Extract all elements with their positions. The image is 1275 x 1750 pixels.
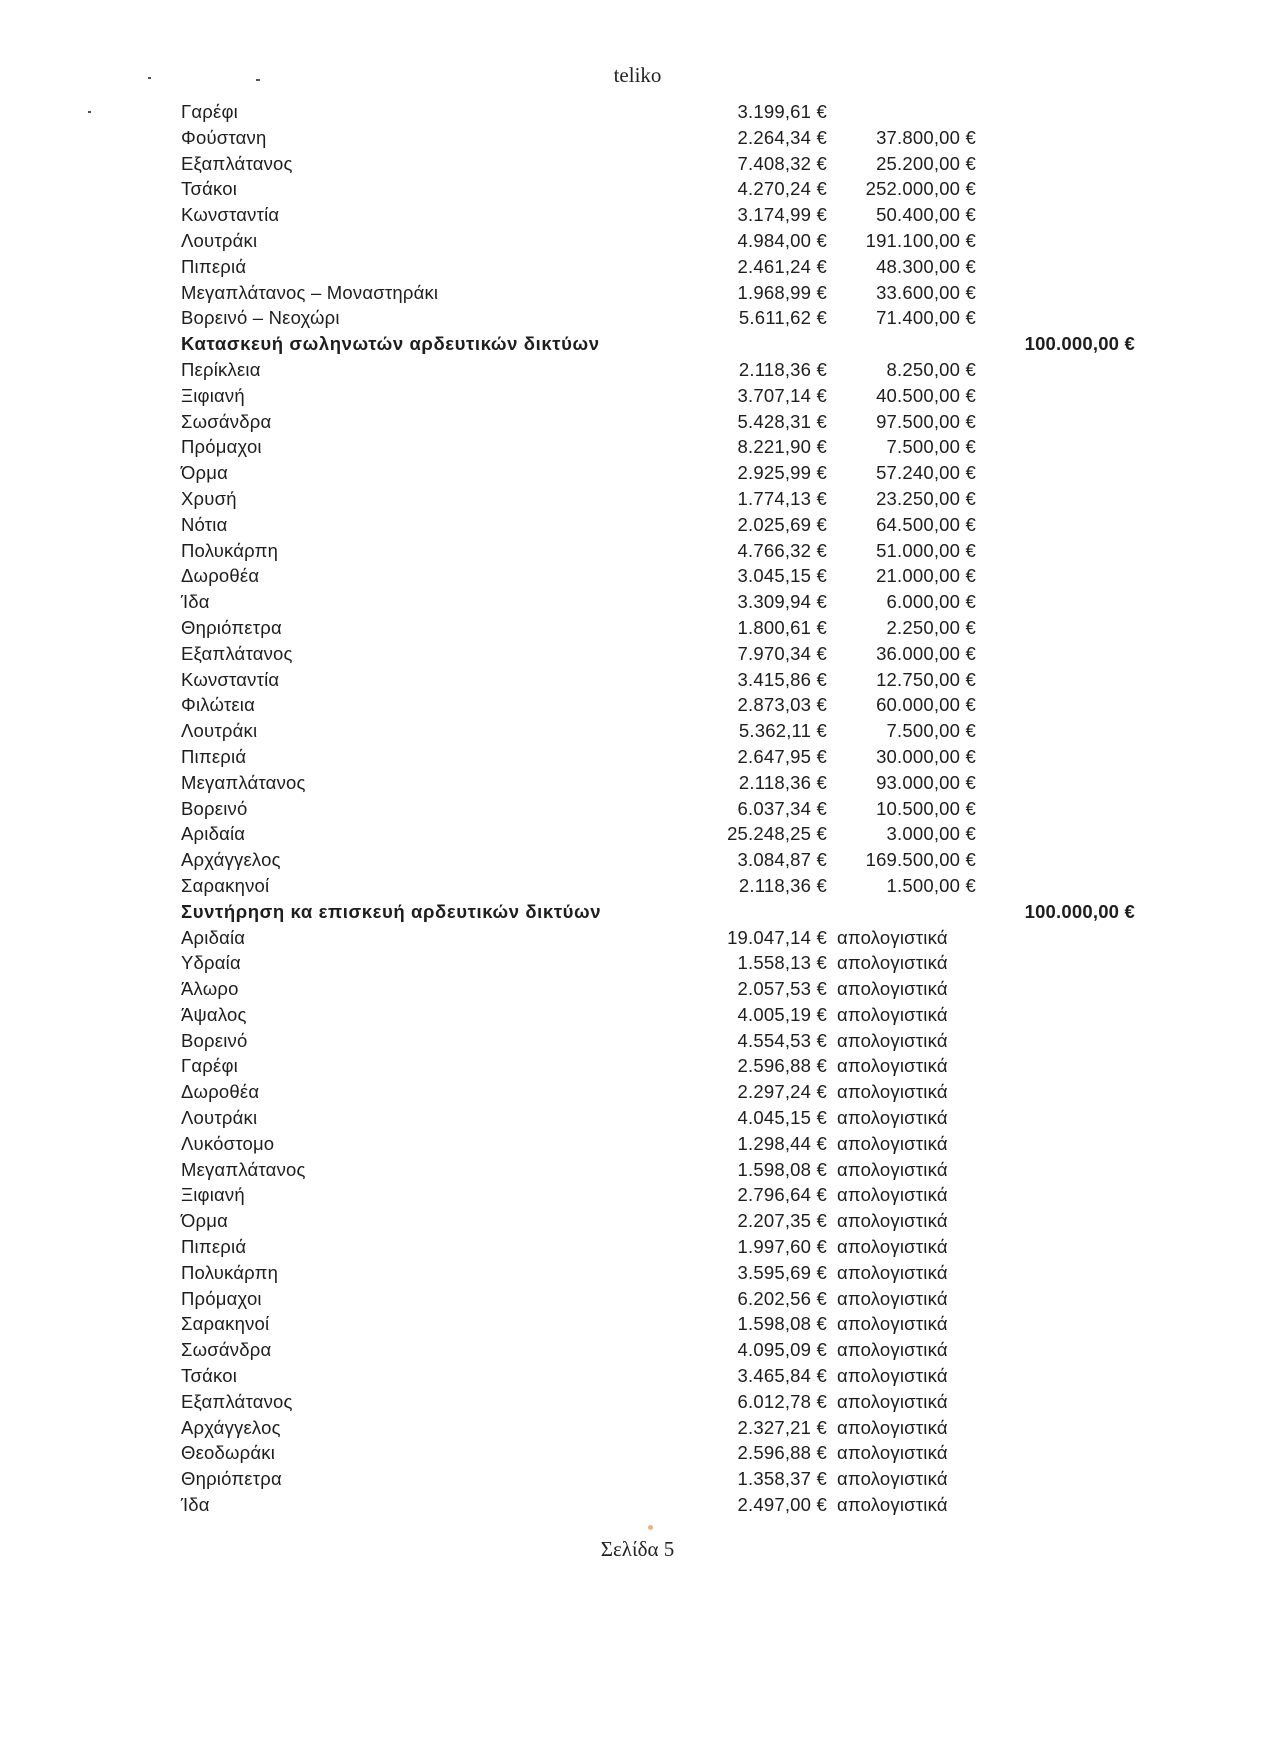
table-row (0, 1311, 1275, 1337)
amount-cell: 6.012,78 € (737, 1390, 827, 1412)
budget-cell: 7.500,00 € (886, 720, 976, 742)
table-row (0, 873, 1275, 899)
location-name: Χρυσή (181, 487, 237, 509)
location-name: Θεοδωράκι (181, 1442, 276, 1464)
amount-cell: 1.558,13 € (737, 952, 827, 974)
table-row (0, 1337, 1275, 1363)
budget-cell: 60.000,00 € (876, 694, 976, 716)
table-row (0, 1260, 1275, 1286)
amount-cell: 2.596,88 € (737, 1055, 827, 1077)
table-row (0, 925, 1275, 951)
location-name: Όρμα (181, 1210, 229, 1232)
table-row (0, 1157, 1275, 1183)
section-total: 100.000,00 € (1024, 900, 1135, 922)
amount-cell: 2.118,36 € (738, 771, 827, 793)
note-cell: απολογιστικά (837, 1494, 948, 1516)
table-row (0, 1182, 1275, 1208)
table-row (0, 1234, 1275, 1260)
budget-cell: 97.500,00 € (876, 410, 976, 432)
scan-speck (148, 77, 151, 79)
table-row (0, 615, 1275, 641)
location-name: Αρχάγγελος (181, 849, 281, 871)
budget-cell: 48.300,00 € (876, 255, 976, 277)
location-name: Πιπεριά (181, 1236, 247, 1258)
table-row (0, 976, 1275, 1002)
table-row (0, 1415, 1275, 1441)
location-name: Ίδα (181, 591, 210, 613)
budget-cell: 8.250,00 € (886, 358, 976, 380)
amount-cell: 2.264,34 € (737, 126, 827, 148)
location-name: Λουτράκι (181, 229, 258, 251)
location-name: Ξιφιανή (181, 384, 245, 406)
table-row (0, 667, 1275, 693)
budget-cell: 30.000,00 € (876, 745, 976, 767)
amount-cell: 7.970,34 € (737, 642, 827, 664)
budget-cell: 93.000,00 € (876, 771, 976, 793)
table-row (0, 641, 1275, 667)
table-row (0, 821, 1275, 847)
note-cell: απολογιστικά (837, 1468, 948, 1490)
budget-cell: 71.400,00 € (876, 307, 976, 329)
note-cell: απολογιστικά (837, 1029, 948, 1051)
location-name: Εξαπλάτανος (181, 642, 293, 664)
amount-cell: 2.596,88 € (737, 1442, 827, 1464)
table-row (0, 1389, 1275, 1415)
location-name: Άψαλος (181, 1003, 247, 1025)
location-name: Θηριόπετρα (181, 1468, 282, 1490)
note-cell: απολογιστικά (837, 1055, 948, 1077)
table-row (0, 305, 1275, 331)
note-cell: απολογιστικά (837, 1236, 948, 1258)
amount-cell: 6.202,56 € (737, 1287, 827, 1309)
location-name: Υδραία (181, 952, 241, 974)
location-name: Πολυκάρπη (181, 1261, 279, 1283)
amount-cell: 3.707,14 € (737, 384, 827, 406)
amount-cell: 1.598,08 € (737, 1158, 827, 1180)
note-cell: απολογιστικά (837, 926, 948, 948)
amount-cell: 5.611,62 € (738, 307, 827, 329)
page-number: Σελίδα 5 (600, 1537, 675, 1561)
table-row (0, 409, 1275, 435)
amount-cell: 4.554,53 € (737, 1029, 827, 1051)
location-name: Όρμα (181, 462, 229, 484)
amount-cell: 4.270,24 € (737, 178, 827, 200)
amount-cell: 25.248,25 € (727, 823, 827, 845)
location-name: Σωσάνδρα (181, 410, 272, 432)
budget-cell: 37.800,00 € (876, 126, 976, 148)
table-row (0, 1079, 1275, 1105)
amount-cell: 3.415,86 € (737, 668, 827, 690)
table-row (0, 1466, 1275, 1492)
table-row (0, 254, 1275, 280)
location-name: Δωροθέα (181, 565, 260, 587)
budget-cell: 1.500,00 € (886, 874, 976, 896)
amount-cell: 2.461,24 € (737, 255, 827, 277)
budget-cell: 12.750,00 € (876, 668, 976, 690)
amount-cell: 4.766,32 € (737, 539, 827, 561)
note-cell: απολογιστικά (837, 1210, 948, 1232)
location-name: Εξαπλάτανος (181, 152, 293, 174)
table-row (0, 1105, 1275, 1131)
table-row (0, 1492, 1275, 1518)
table-row (0, 486, 1275, 512)
location-name: Λυκόστομο (181, 1132, 275, 1154)
budget-cell: 57.240,00 € (876, 462, 976, 484)
location-name: Λουτράκι (181, 720, 258, 742)
table-row (0, 512, 1275, 538)
location-name: Ίδα (181, 1494, 210, 1516)
table-row (0, 228, 1275, 254)
budget-table (0, 99, 1275, 1518)
table-row (0, 1002, 1275, 1028)
amount-cell: 3.045,15 € (737, 565, 827, 587)
budget-cell: 40.500,00 € (876, 384, 976, 406)
budget-cell: 10.500,00 € (876, 797, 976, 819)
amount-cell: 7.408,32 € (737, 152, 827, 174)
location-name: Πιπεριά (181, 745, 247, 767)
budget-cell: 252.000,00 € (865, 178, 976, 200)
location-name: Νότια (181, 513, 228, 535)
amount-cell: 2.327,21 € (737, 1416, 827, 1438)
note-cell: απολογιστικά (837, 978, 948, 1000)
page-header-title: teliko (613, 63, 662, 87)
amount-cell: 3.084,87 € (737, 849, 827, 871)
location-name: Περίκλεια (181, 358, 261, 380)
table-row (0, 99, 1275, 125)
note-cell: απολογιστικά (837, 1287, 948, 1309)
note-cell: απολογιστικά (837, 1261, 948, 1283)
note-cell: απολογιστικά (837, 1184, 948, 1206)
budget-cell: 33.600,00 € (876, 281, 976, 303)
table-row (0, 202, 1275, 228)
location-name: Σωσάνδρα (181, 1339, 272, 1361)
table-row (0, 770, 1275, 796)
amount-cell: 4.984,00 € (737, 229, 827, 251)
section-title: Κατασκευή σωληνωτών αρδευτικών δικτύων (181, 333, 600, 355)
amount-cell: 1.800,61 € (737, 616, 827, 638)
note-cell: απολογιστικά (837, 1365, 948, 1387)
note-cell: απολογιστικά (837, 952, 948, 974)
amount-cell: 1.598,08 € (737, 1313, 827, 1335)
table-row (0, 950, 1275, 976)
location-name: Τσάκοι (181, 1365, 238, 1387)
location-name: Θηριόπετρα (181, 616, 282, 638)
location-name: Σαρακηνοί (181, 874, 270, 896)
table-row (0, 151, 1275, 177)
location-name: Ξιφιανή (181, 1184, 245, 1206)
location-name: Μεγαπλάτανος (181, 1158, 306, 1180)
location-name: Λουτράκι (181, 1107, 258, 1129)
amount-cell: 2.207,35 € (737, 1210, 827, 1232)
note-cell: απολογιστικά (837, 1416, 948, 1438)
table-row (0, 1028, 1275, 1054)
location-name: Άλωρο (181, 978, 239, 1000)
note-cell: απολογιστικά (837, 1081, 948, 1103)
table-row (0, 434, 1275, 460)
table-row (0, 125, 1275, 151)
note-cell: απολογιστικά (837, 1003, 948, 1025)
table-row (0, 589, 1275, 615)
scan-dot (648, 1525, 653, 1530)
budget-cell: 36.000,00 € (876, 642, 976, 664)
location-name: Πρόμαχοι (181, 436, 262, 458)
budget-cell: 64.500,00 € (876, 513, 976, 535)
amount-cell: 6.037,34 € (737, 797, 827, 819)
amount-cell: 3.199,61 € (737, 101, 827, 122)
note-cell: απολογιστικά (837, 1158, 948, 1180)
amount-cell: 2.497,00 € (737, 1494, 827, 1516)
table-row (0, 1440, 1275, 1466)
location-name: Αριδαία (181, 926, 246, 948)
table-row (0, 692, 1275, 718)
location-name: Πολυκάρπη (181, 539, 279, 561)
budget-cell: 2.250,00 € (886, 616, 976, 638)
table-row (0, 563, 1275, 589)
note-cell: απολογιστικά (837, 1313, 948, 1335)
location-name: Πρόμαχοι (181, 1287, 262, 1309)
budget-cell: 6.000,00 € (886, 591, 976, 613)
amount-cell: 1.997,60 € (737, 1236, 827, 1258)
amount-cell: 1.298,44 € (737, 1132, 827, 1154)
note-cell: απολογιστικά (837, 1339, 948, 1361)
table-row (0, 1208, 1275, 1234)
budget-cell: 25.200,00 € (876, 152, 976, 174)
location-name: Δωροθέα (181, 1081, 260, 1103)
budget-cell: 23.250,00 € (876, 487, 976, 509)
table-row (0, 538, 1275, 564)
note-cell: απολογιστικά (837, 1390, 948, 1412)
budget-cell: 7.500,00 € (886, 436, 976, 458)
location-name: Σαρακηνοί (181, 1313, 270, 1335)
scan-speck (256, 79, 260, 81)
budget-cell: 169.500,00 € (865, 849, 976, 871)
note-cell: απολογιστικά (837, 1132, 948, 1154)
amount-cell: 2.873,03 € (737, 694, 827, 716)
location-name: Κωνσταντία (181, 668, 280, 690)
table-row (0, 1053, 1275, 1079)
amount-cell: 2.057,53 € (737, 978, 827, 1000)
location-name: Εξαπλάτανος (181, 1390, 293, 1412)
table-row (0, 1363, 1275, 1389)
amount-cell: 1.774,13 € (737, 487, 827, 509)
amount-cell: 1.968,99 € (737, 281, 827, 303)
amount-cell: 19.047,14 € (727, 926, 827, 948)
amount-cell: 3.465,84 € (737, 1365, 827, 1387)
location-name: Βορεινό – Νεοχώρι (181, 307, 340, 329)
location-name: Φιλώτεια (181, 694, 255, 716)
location-name: Γαρέφι (181, 1055, 238, 1077)
table-row (0, 280, 1275, 306)
location-name: Βορεινό (181, 797, 248, 819)
amount-cell: 3.595,69 € (737, 1261, 827, 1283)
budget-cell: 3.000,00 € (886, 823, 976, 845)
table-row (0, 460, 1275, 486)
amount-cell: 1.358,37 € (737, 1468, 827, 1490)
amount-cell: 4.045,15 € (737, 1107, 827, 1129)
location-name: Αρχάγγελος (181, 1416, 281, 1438)
table-row (0, 796, 1275, 822)
location-name: Φούστανη (181, 126, 267, 148)
section-heading-row (0, 899, 1275, 925)
table-row (0, 744, 1275, 770)
budget-cell: 21.000,00 € (876, 565, 976, 587)
amount-cell: 5.362,11 € (738, 720, 827, 742)
table-row (0, 1286, 1275, 1312)
table-row (0, 847, 1275, 873)
budget-cell: 50.400,00 € (876, 204, 976, 226)
location-name: Γαρέφι (181, 101, 238, 122)
amount-cell: 2.025,69 € (737, 513, 827, 535)
note-cell: απολογιστικά (837, 1107, 948, 1129)
section-heading-row (0, 331, 1275, 357)
amount-cell: 3.309,94 € (737, 591, 827, 613)
location-name: Βορεινό (181, 1029, 248, 1051)
section-title: Συντήρηση κα επισκευή αρδευτικών δικτύων (181, 900, 602, 922)
amount-cell: 2.796,64 € (737, 1184, 827, 1206)
amount-cell: 3.174,99 € (737, 204, 827, 226)
budget-cell: 191.100,00 € (865, 229, 976, 251)
location-name: Κωνσταντία (181, 204, 280, 226)
section-total: 100.000,00 € (1024, 333, 1135, 355)
amount-cell: 8.221,90 € (737, 436, 827, 458)
location-name: Πιπεριά (181, 255, 247, 277)
table-row (0, 176, 1275, 202)
amount-cell: 2.118,36 € (738, 874, 827, 896)
table-row (0, 357, 1275, 383)
amount-cell: 2.297,24 € (737, 1081, 827, 1103)
amount-cell: 2.925,99 € (737, 462, 827, 484)
amount-cell: 2.118,36 € (738, 358, 827, 380)
table-row (0, 383, 1275, 409)
location-name: Μεγαπλάτανος – Μοναστηράκι (181, 281, 439, 303)
note-cell: απολογιστικά (837, 1442, 948, 1464)
table-row (0, 1131, 1275, 1157)
location-name: Τσάκοι (181, 178, 238, 200)
amount-cell: 5.428,31 € (737, 410, 827, 432)
location-name: Μεγαπλάτανος (181, 771, 306, 793)
amount-cell: 4.095,09 € (737, 1339, 827, 1361)
amount-cell: 4.005,19 € (737, 1003, 827, 1025)
table-row (0, 718, 1275, 744)
location-name: Αριδαία (181, 823, 246, 845)
budget-cell: 51.000,00 € (876, 539, 976, 561)
amount-cell: 2.647,95 € (737, 745, 827, 767)
